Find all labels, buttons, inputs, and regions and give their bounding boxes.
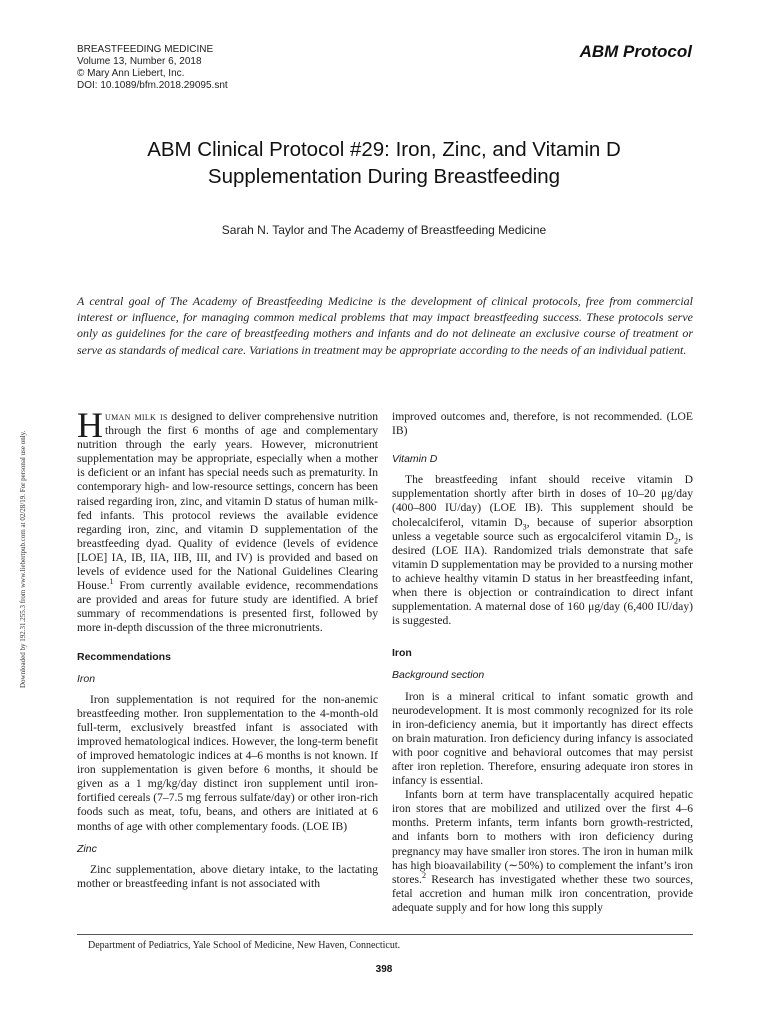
background-subheading: Background section [392, 669, 485, 682]
journal-name: BREASTFEEDING MEDICINE [77, 44, 214, 55]
intro-text-a: designed to deliver comprehensive nutrition through the first 6 months of age and complementary nutrition through the early years. However, micronutrient supplementation may be appropriate, especially when a mother is deficient or an infant has special needs such as prematurity. In contemporary high- and low-resource settings, concern has been raised regarding iron, zinc, and vitamin D status of human milk-fed infants. This protocol reviews the available evidence regarding iron, zinc, and vitamin D supplementation of the breastfeeding dyad. Quality of evidence (levels of evidence [LOE] IA, IB, IIA, IIB, III, and IV) is provided and based on levels of evidence used for the National Guidelines Clearing House. [77, 410, 378, 593]
affiliation-footnote: Department of Pediatrics, Yale School of Medicine, New Haven, Connecticut. [88, 940, 401, 951]
right-column [392, 410, 693, 915]
zinc-recommendation: Zinc supplementation, above dietary intake, to the lactating mother or breastfeeding infant is not associated with [77, 862, 378, 890]
download-watermark: Downloaded by 192.31.255.3 from www.liebertpub.com at 02/28/19. For personal use only. [19, 430, 27, 688]
iron-background-p2 [392, 788, 693, 915]
iron-background-p1: Iron is a mineral critical to infant somatic growth and neurodevelopment. It is most commonly recognized for its role in iron-deficiency anemia, but it importantly has direct effects on brain maturation. Iron deficiency during infancy is associated with poor cognitive and behavioral outcomes that may persist after iron repletion. Therefore, ensuring adequate iron stores in infancy is essential. [392, 689, 693, 788]
drop-cap: H [77, 405, 103, 445]
vitd-sub-2: 2 [674, 535, 679, 545]
iron-subheading: Iron [77, 672, 96, 685]
title-line-2: Supplementation During Breastfeeding [207, 165, 561, 188]
iron-p2-text-a: Infants born at term have transplacentally acquired hepatic iron stores that are mobilized and utilized over the first 4–6 months. Preterm infants, term infants born growth-restricted, and infants born to mothers with iron deficiency during pregnancy may have smaller iron stores. The iron in human milk has high bioavailability (∼50%) to complement the infant’s iron stores. [392, 788, 693, 886]
intro-text-b: From currently available evidence, recommendations are provided and areas for future study are identified. A brief summary of recommendations is presented first, followed by more in-depth discussion of the three micronutrients. [77, 579, 378, 635]
iron-section-heading: Iron [392, 647, 412, 660]
journal-doi: DOI: 10.1089/bfm.2018.29095.snt [77, 80, 228, 91]
zinc-subheading: Zinc [77, 842, 97, 855]
title-line-1: ABM Clinical Protocol #29: Iron, Zinc, and Vitamin D [147, 138, 621, 161]
vitd-sub-1: 3 [522, 521, 527, 531]
iron-p2-text-b: Research has investigated whether these two sources, fetal accretion and human milk iron concentration, provide adequate supply and for how long this supply [392, 872, 693, 914]
zinc-continuation: improved outcomes and, therefore, is not recommended. (LOE IB) [392, 410, 693, 438]
abstract: A central goal of The Academy of Breastfeeding Medicine is the development of clinical protocols, free from commercial interest or influence, for managing common medical problems that may impact breastfeeding success. These protocols serve only as guidelines for the care of breastfeeding mothers and infants and do not delineate an exclusive course of treatment or serve as standards of medical care. Variations in treatment may be appropriate according to the needs of an individual patient. [77, 294, 693, 357]
footnote-divider [77, 934, 693, 935]
intro-smallcaps: uman milk is [105, 410, 168, 423]
intro-paragraph [77, 405, 378, 636]
section-tag: ABM Protocol [579, 42, 692, 61]
vitd-text-c: , is desired (LOE IIA). Randomized trials demonstrate that safe vitamin D supplementation may be provided to a nursing mother to achieve healthy vitamin D status in her breastfeeding infant, when there is objection or contraindication to direct infant supplementation. A maternal dose of 160 μg/day (6,400 IU/day) is suggested. [392, 529, 694, 628]
vitd-text-a: The breastfeeding infant should receive vitamin D supplementation shortly after birth in doses of 10–20 μg/day (400–800 IU/day) (LOE IB). This supplement should be cholecalciferol, vitamin D [392, 473, 693, 529]
left-column [77, 405, 378, 891]
vitamin-d-subheading: Vitamin D [392, 453, 438, 466]
iron-p2-ref: 2 [421, 870, 427, 880]
recommendations-heading: Recommendations [77, 650, 171, 663]
vitamin-d-recommendation [392, 473, 693, 628]
article-title [77, 136, 691, 190]
journal-copyright: © Mary Ann Liebert, Inc. [77, 68, 185, 79]
journal-info [77, 44, 377, 92]
iron-recommendation: Iron supplementation is not required for the non-anemic breastfeeding mother. Iron supplementation to the 4-month-old full-term, exclusively breastfed infant is associated with improved hematological indices. However, the long-term benefit of improved hematologic indices at 4–6 months is not known. If iron supplementation is given before 6 months, it should be given as a 1 mg/kg/day distinct iron supplement until iron-fortified cereals (7–7.5 mg ferrous sulfate/day) or other iron-rich foods such as meat, tofu, beans, and others are initiated at 6 months of age with other complementary foods. (LOE IB) [77, 692, 378, 833]
page-number: 398 [375, 964, 393, 975]
author-list: Sarah N. Taylor and The Academy of Breastfeeding Medicine [221, 223, 547, 237]
intro-ref: 1 [109, 577, 114, 587]
journal-volume: Volume 13, Number 6, 2018 [77, 56, 202, 67]
vitd-text-b: , because of superior absorption unless a vegetable source such as ergocalciferol vitamin D [392, 515, 693, 543]
